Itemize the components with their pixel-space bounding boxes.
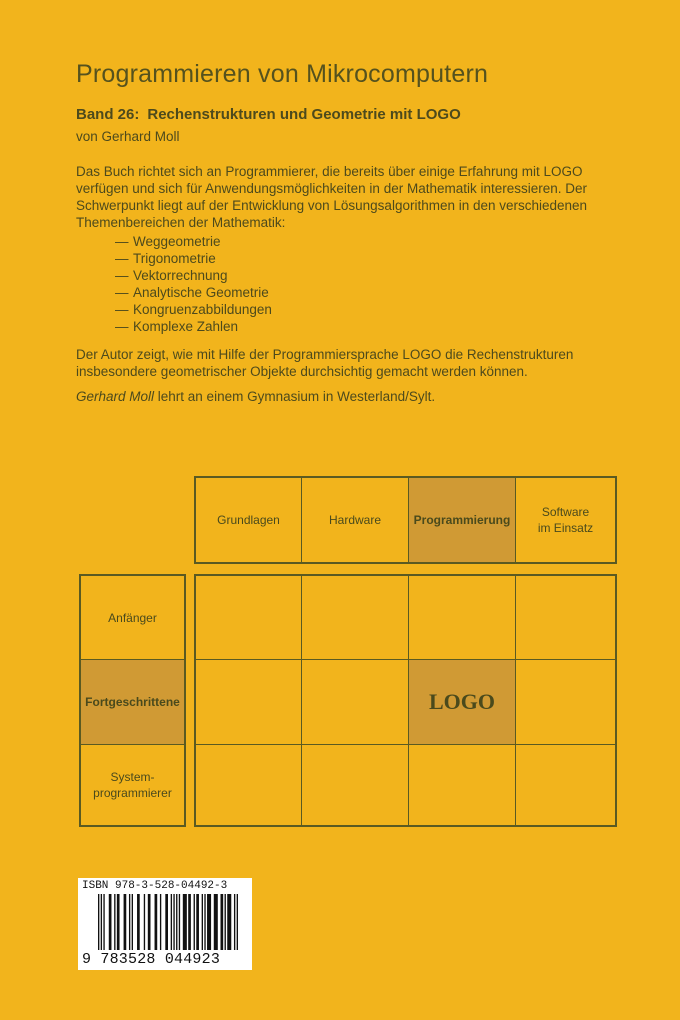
barcode-bar [137,894,140,950]
barcode-bar [176,894,177,950]
column-header-grundlagen: Grundlagen [217,513,280,527]
row-header-systemprogrammierer: System- programmierer [93,770,172,800]
barcode-bar [214,894,218,950]
barcode-bar [234,894,235,950]
list-item [115,250,272,267]
topic-label: Analytische Geometrie [133,285,269,300]
barcode-bar [117,894,120,950]
barcode-bar [194,894,195,950]
series-title: Programmieren von Mikrocomputern [76,60,489,88]
barcode-bar [188,894,191,950]
barcode-bar [165,894,168,950]
topic-label: Weggeometrie [133,234,221,249]
list-item [115,318,272,335]
row-header-fortgeschrittene: Fortgeschrittene [81,660,184,744]
barcode-bar [101,894,102,950]
dash-bullet: — [115,251,129,266]
barcode-bar [155,894,158,950]
isbn-label: ISBN 978-3-528-04492-3 [82,880,228,892]
barcode-bar [179,894,180,950]
bio-text: lehrt an einem Gymnasium in Westerland/Sylt. [154,389,436,404]
band-number: Band 26: [76,106,140,123]
description: Das Buch richtet sich an Programmierer, die bereits über einige Erfahrung mit LOGO verfügen und sich für Anwendungsmöglichkeiten in der Mathematik interessieren. Der Schwerpunkt liegt auf der Entwicklung von Lösungsalgorithmen in den verschiedenen Themenbereichen der Mathematik: [76,164,588,230]
topic-label: Trigonometrie [133,251,216,266]
dash-bullet: — [115,319,129,334]
column-header-programmierung: Programmierung [409,478,515,562]
list-item [115,267,272,284]
barcode-bar [109,894,112,950]
barcode-bar [129,894,130,950]
barcode-bar [160,894,161,950]
author-bio [76,388,636,405]
author-intent-paragraph: Der Autor zeigt, wie mit Hilfe der Programmiersprache LOGO die Rechenstrukturen insbesondere geometrischer Objekte durchsichtig gemacht werden können. [76,347,574,379]
barcode-bar [114,894,115,950]
barcode-bar [196,894,199,950]
isbn-barcode [78,878,252,970]
dash-bullet: — [115,234,129,249]
barcode-bar [132,894,133,950]
topic-label: Komplexe Zahlen [133,319,239,334]
author-line: von Gerhard Moll [76,129,180,144]
topic-label: Kongruenzabbildungen [133,302,272,317]
band-title [76,106,461,123]
dash-bullet: — [115,268,129,283]
column-header-hardware: Hardware [328,513,382,527]
barcode-bar [144,894,145,950]
list-item [115,233,272,250]
barcode-bar [227,894,231,950]
barcode-bar [202,894,203,950]
barcode-bar [173,894,174,950]
column-header-software: Software im Einsatz [537,505,594,535]
bio-name: Gerhard Moll [76,389,155,404]
ean-digits: 9 783528 044923 [82,951,221,968]
barcode-bar [237,894,238,950]
topic-list [115,233,272,335]
barcode-bar [207,894,211,950]
barcode-bar [124,894,127,950]
column-header-box [194,476,617,564]
topic-label: Vektorrechnung [133,268,228,283]
barcode-bar [183,894,187,950]
barcode-bar [221,894,224,950]
matrix-grid [194,574,617,827]
row-header-box [79,574,186,827]
band-name: Rechenstrukturen und Geometrie mit LOGO [147,106,461,123]
barcode-bar [204,894,205,950]
list-item [115,284,272,301]
list-item [115,301,272,318]
highlighted-cell-logo: LOGO [409,660,515,744]
dash-bullet: — [115,285,129,300]
row-header-anfaenger: Anfänger [108,610,157,625]
barcode-bar [171,894,172,950]
barcode-bar [148,894,151,950]
barcode-bars-icon [98,894,238,950]
barcode-bar [103,894,104,950]
barcode-bar [98,894,99,950]
barcode-bar [225,894,226,950]
dash-bullet: — [115,302,129,317]
